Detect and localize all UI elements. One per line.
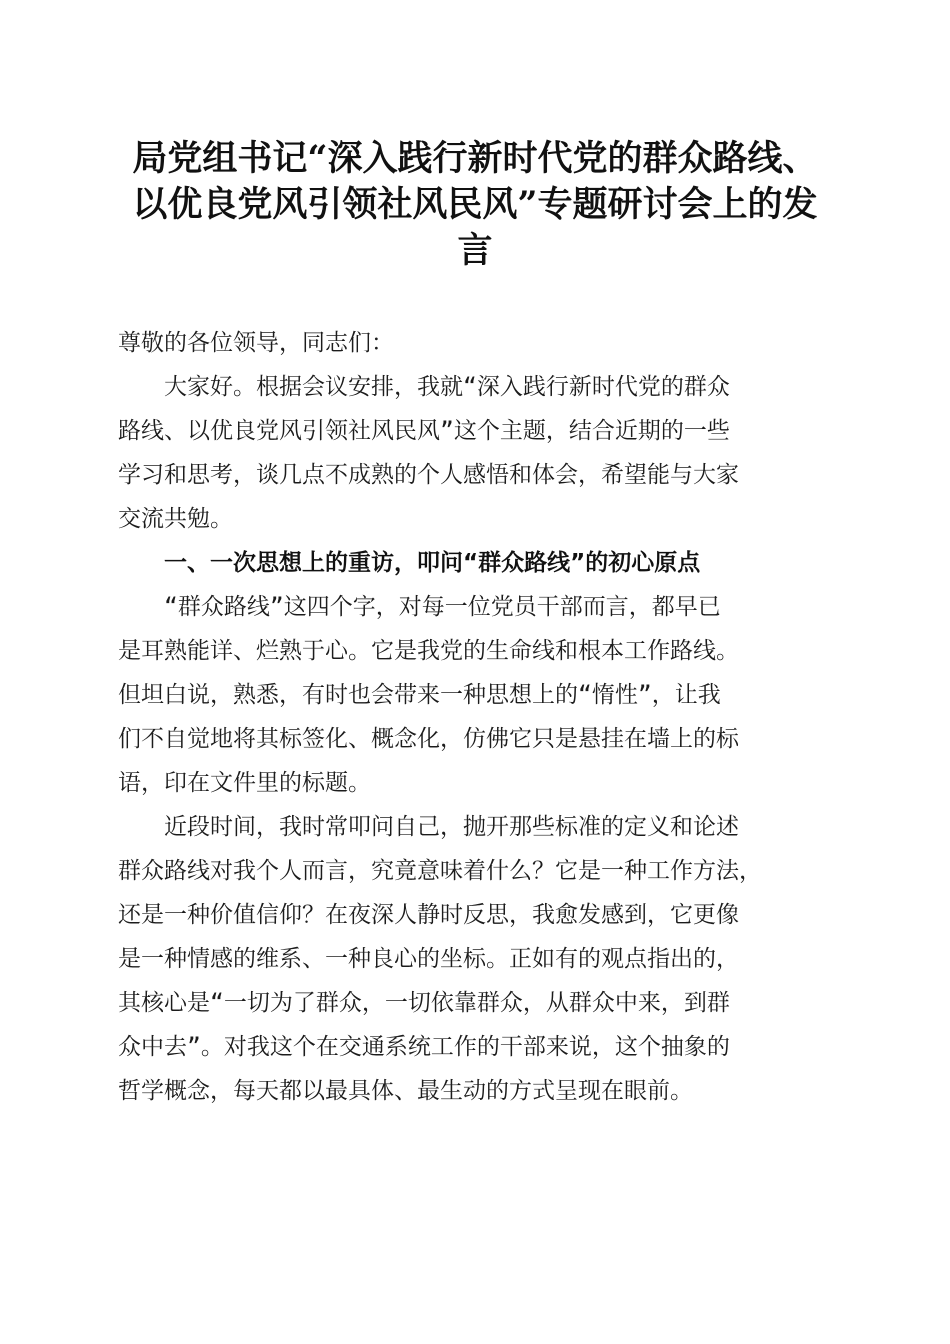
title-line: 言 bbox=[457, 230, 493, 271]
title-line: 以优良党风引领社风民风”专题研讨会上的发 bbox=[132, 184, 818, 225]
section-heading: 一、一次思想上的重访，叩问“群众路线”的初心原点 bbox=[164, 550, 701, 576]
text-line: 群众路线对我个人而言，究竟意味着什么？它是一种工作方法， bbox=[118, 858, 762, 884]
text-line: 哲学概念，每天都以最具体、最生动的方式呈现在眼前。 bbox=[118, 1078, 693, 1104]
text-line: 其核心是“一切为了群众，一切依靠群众，从群众中来，到群 bbox=[118, 990, 730, 1016]
text-line: 学习和思考，谈几点不成熟的个人感悟和体会，希望能与大家 bbox=[118, 462, 739, 488]
body-paragraph bbox=[118, 805, 838, 1113]
text-line: 路线、以优良党风引领社风民风”这个主题，结合近期的一些 bbox=[118, 418, 730, 444]
text-line: 们不自觉地将其标签化、概念化，仿佛它只是悬挂在墙上的标 bbox=[118, 726, 739, 752]
intro-paragraph bbox=[118, 365, 838, 541]
text-line: 是一种情感的维系、一种良心的坐标。正如有的观点指出的， bbox=[118, 946, 739, 972]
text-line: 近段时间，我时常叩问自己，抛开那些标准的定义和论述 bbox=[164, 814, 739, 840]
text-line: 大家好。根据会议安排，我就“深入践行新时代党的群众 bbox=[164, 374, 730, 400]
salutation-text: 尊敬的各位领导，同志们： bbox=[118, 330, 394, 356]
document-body bbox=[118, 321, 838, 1113]
body-paragraph bbox=[118, 585, 838, 805]
text-line: “群众路线”这四个字，对每一位党员干部而言，都早已 bbox=[164, 594, 721, 620]
salutation bbox=[118, 321, 838, 365]
text-line: 但坦白说，熟悉，有时也会带来一种思想上的“惰性”，让我 bbox=[118, 682, 721, 708]
text-line: 是耳熟能详、烂熟于心。它是我党的生命线和根本工作路线。 bbox=[118, 638, 739, 664]
text-line: 语，印在文件里的标题。 bbox=[118, 770, 371, 796]
title-line: 局党组书记“深入践行新时代党的群众路线、 bbox=[132, 138, 818, 179]
text-line: 还是一种价值信仰？在夜深人静时反思，我愈发感到，它更像 bbox=[118, 902, 739, 928]
text-line: 众中去”。对我这个在交通系统工作的干部来说，这个抽象的 bbox=[118, 1034, 730, 1060]
text-line: 交流共勉。 bbox=[118, 506, 233, 532]
document-title bbox=[100, 136, 850, 274]
